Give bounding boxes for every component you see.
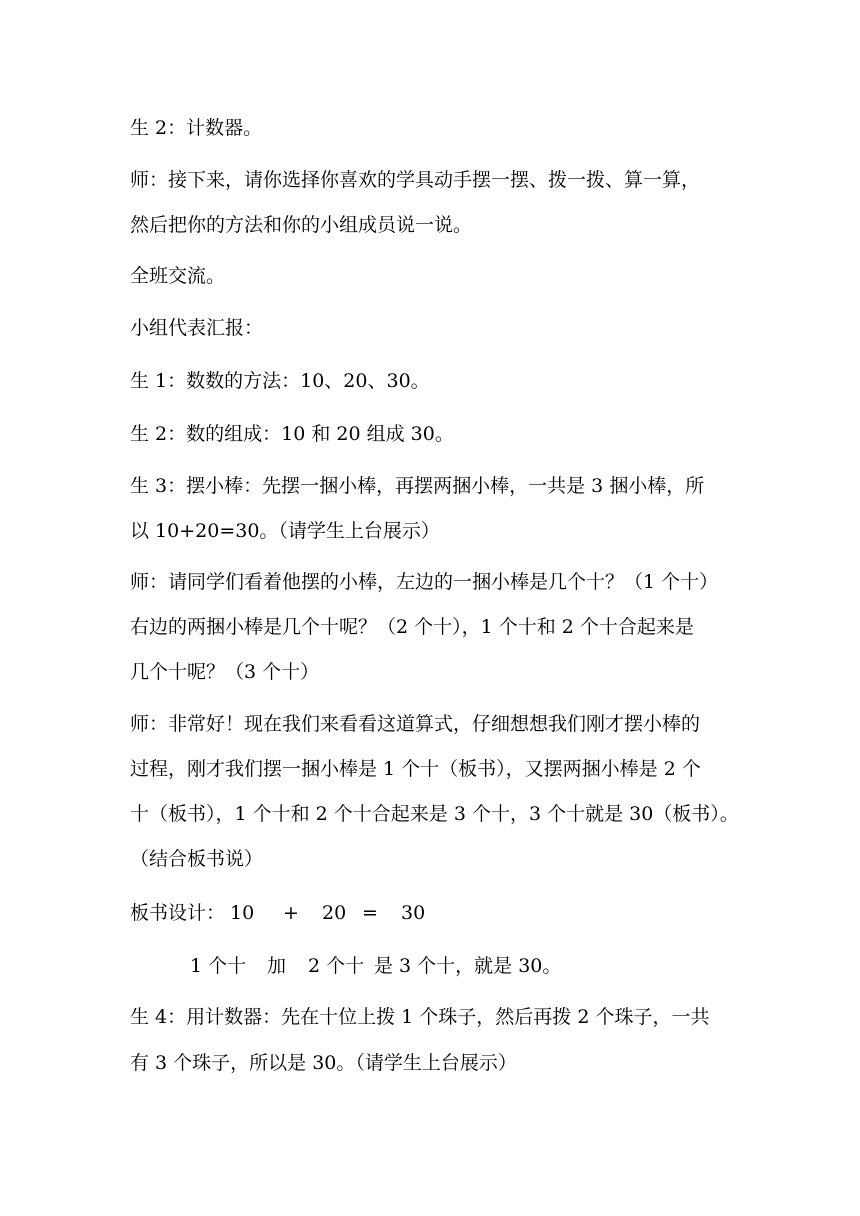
- paragraph-line: （结合板书说）: [130, 848, 264, 870]
- paragraph-line: 过程，刚才我们摆一捆小棒是 1 个十（板书），又摆两捆小棒是 2 个: [130, 758, 701, 780]
- paragraph-line: 十（板书），1 个十和 2 个十合起来是 3 个十，3 个十就是 30（板书）。: [130, 803, 739, 825]
- board-result: 30: [401, 902, 426, 924]
- paragraph-line: 以 10+20=30。（请学生上台展示）: [130, 520, 440, 542]
- paragraph-line: 师：请同学们看着他摆的小棒，左边的一捆小棒是几个十？（1 个十）: [130, 571, 719, 593]
- paragraph-line: 然后把你的方法和你的小组成员说一说。: [130, 214, 473, 236]
- paragraph-line: 小组代表汇报：: [130, 317, 264, 339]
- paragraph-line: 生 3：摆小棒：先摆一捆小棒，再摆两捆小棒，一共是 3 捆小棒，所: [130, 475, 705, 497]
- paragraph-line: 师：非常好！现在我们来看看这道算式，仔细想想我们刚才摆小棒的: [130, 713, 701, 735]
- paragraph-line: 生 2：数的组成：10 和 20 组成 30。: [130, 423, 454, 445]
- board-tens-result: 是 3 个十，就是 30。: [374, 955, 562, 977]
- board-tens-b: 2 个十: [308, 955, 365, 977]
- paragraph-line: 生 2：计数器。: [130, 117, 263, 139]
- paragraph-line: 师：接下来，请你选择你喜欢的学具动手摆一摆、拨一拨、算一算，: [130, 169, 701, 191]
- board-design-label: 板书设计：: [130, 902, 226, 924]
- paragraph-line: 生 4：用计数器：先在十位上拨 1 个珠子，然后再拨 2 个珠子，一共: [130, 1006, 710, 1028]
- board-plus: +: [283, 902, 299, 924]
- board-add-word: 加: [267, 955, 287, 977]
- paragraph-line: 几个十呢？（3 个十）: [130, 661, 320, 683]
- paragraph-line: 有 3 个珠子，所以是 30。（请学生上台展示）: [130, 1052, 517, 1074]
- paragraph-line: 右边的两捆小棒是几个十呢？（2 个十），1 个十和 2 个十合起来是: [130, 616, 694, 638]
- paragraph-line: 全班交流。: [130, 265, 226, 287]
- paragraph-line: 生 1：数数的方法：10、20、30。: [130, 370, 430, 392]
- board-tens-a: 1 个十: [190, 955, 247, 977]
- board-equals: =: [362, 902, 378, 924]
- board-operand-a: 10: [230, 902, 255, 924]
- board-operand-b: 20: [322, 902, 347, 924]
